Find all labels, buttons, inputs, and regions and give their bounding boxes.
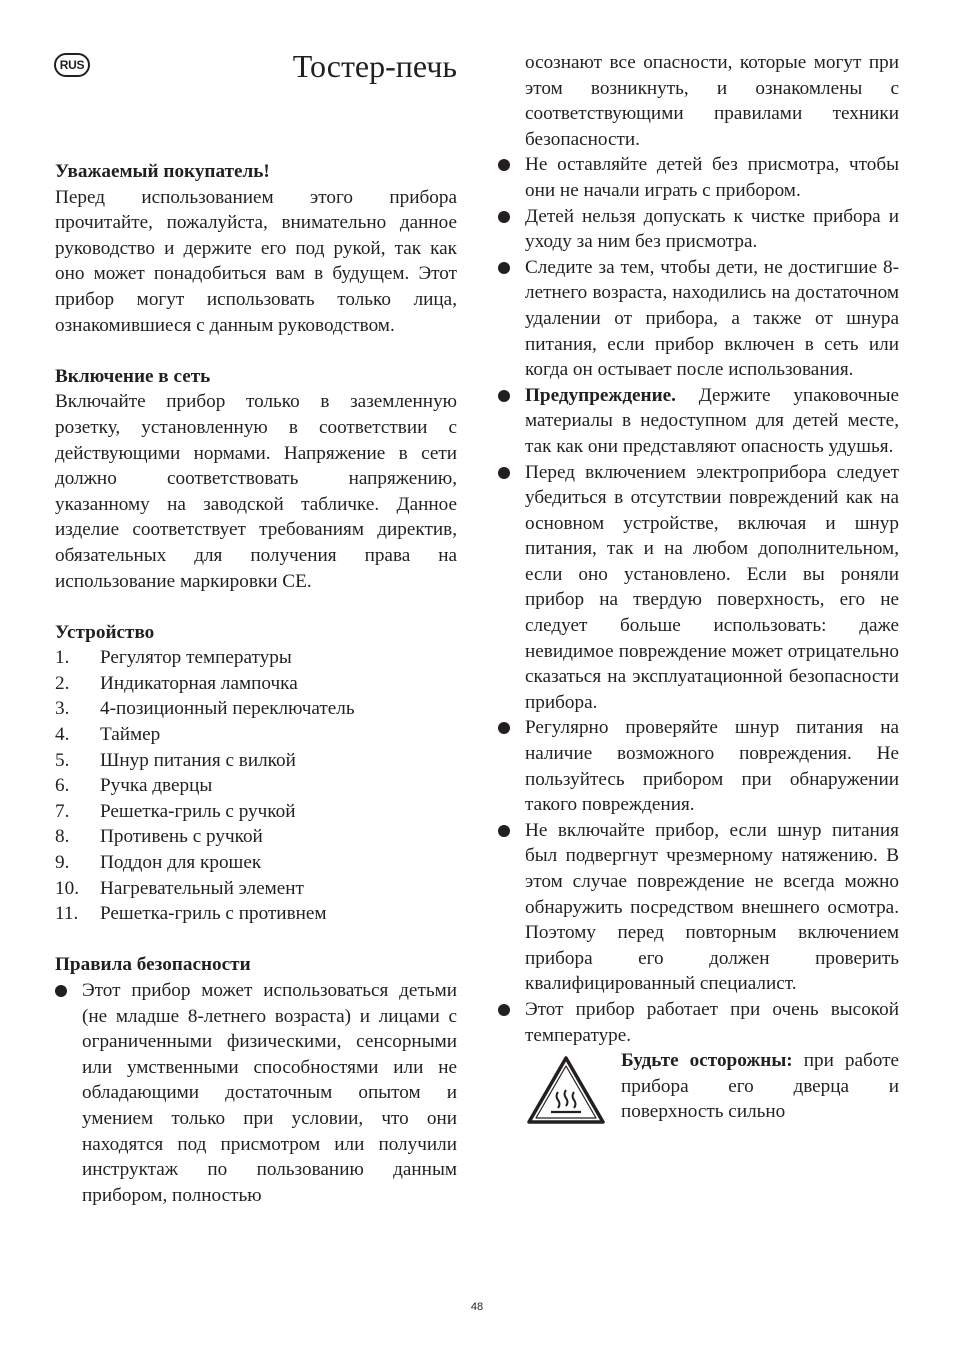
device-parts-list — [55, 645, 457, 927]
bullet-text: Перед включением электроприбора следует убедиться в отсутствии повреждений как на основном устройстве, включая и шнур питания, так и на любом дополнительном, если оно установлено. Если вы роняли прибор на твердую поверхность, его не следует больше использовать: даже невидимое повреждение может отрицательно сказаться на эксплуатационной безопасности прибора. — [525, 461, 899, 713]
list-item — [55, 722, 457, 748]
list-item-label: Решетка-гриль с противнем — [100, 903, 327, 925]
safety-bullet — [498, 255, 899, 383]
page-title: Тостер-печь — [292, 48, 457, 84]
bullet-icon — [55, 978, 82, 1004]
warning-label: Будьте осторожны: — [621, 1050, 793, 1072]
power-paragraph: Включайте прибор только в заземленную розетку, установленную в соответствии с действующими нормами. Напряжение в сети должно соответствовать напряжению, указанному на заводской табличке. Данное изделие соответствует требованиям директив, обязательных для получения права на использование маркировки CE. — [55, 391, 457, 592]
hot-surface-warning — [498, 1048, 899, 1126]
bullet-text: Этот прибор работает при очень высокой температуре. — [525, 998, 899, 1046]
list-item — [55, 696, 457, 722]
bullet-text: Этот прибор может использоваться детьми (не младше 8-летнего возраста) и лицами с ограниченными физическими, сенсорными или умственными способностями или не обладающими достаточным опытом и умением только при условии, что они находятся под присмотром или получили инструктаж по пользованию данным прибором, полностью — [82, 980, 457, 1206]
list-item-label: Регулятор температуры — [100, 647, 292, 669]
safety-bullet — [55, 978, 457, 1208]
warning-text: при работе прибора его дверца и поверхность сильно — [621, 1050, 899, 1123]
left-column — [55, 159, 457, 1208]
bullet-text: Регулярно проверяйте шнур питания на наличие возможного повреждения. Не пользуйтесь прибором при обнаружении такого повреждения. — [525, 717, 899, 816]
list-item-label: Таймер — [100, 724, 161, 746]
bullet-text — [525, 383, 899, 460]
warning-label: Предупреждение. — [525, 384, 676, 406]
bullet-icon — [498, 204, 525, 230]
safety-bullet — [498, 383, 899, 460]
intro-heading: Уважаемый покупатель! — [55, 161, 270, 182]
safety-bullet — [498, 997, 899, 1048]
list-item-label: Противень с ручкой — [100, 826, 263, 848]
safety-bullet — [498, 818, 899, 997]
list-item-label: Решетка-гриль с ручкой — [100, 800, 296, 822]
power-heading: Включение в сеть — [55, 365, 211, 387]
list-item-label: Поддон для крошек — [100, 852, 262, 874]
list-item-label: Ручка дверцы — [100, 775, 213, 797]
list-item — [55, 799, 457, 825]
bullet-icon — [498, 997, 525, 1023]
list-item — [55, 850, 457, 876]
bullet-icon — [498, 383, 525, 409]
list-item — [55, 901, 457, 927]
bullet-icon — [498, 715, 525, 741]
list-item — [55, 773, 457, 799]
list-item-number: 10. — [55, 877, 79, 899]
list-item-number: 3. — [55, 698, 70, 720]
list-item-number: 7. — [55, 800, 70, 822]
safety-bullet — [498, 204, 899, 255]
safety-bullet — [498, 715, 899, 817]
list-item-label: Шнур питания с вилкой — [100, 749, 296, 771]
right-column — [498, 50, 899, 1126]
list-item-label: 4-позиционный переключатель — [100, 698, 355, 720]
continued-paragraph: осознают все опасности, которые могут при этом возникнуть, и ознакомлены с соответствующими правилами техники безопасности. — [525, 52, 899, 150]
bullet-text: Детей нельзя допускать к чистке прибора и уходу за ним без присмотра. — [525, 205, 899, 253]
bullet-icon — [498, 818, 525, 844]
warning-text: Держите упаковочные материалы в недоступном для детей месте, так как они представляют опасность удушья. — [525, 384, 899, 457]
list-item-number: 2. — [55, 672, 70, 694]
intro-paragraph: Перед использованием этого прибора прочитайте, пожалуйста, внимательно данное руководство и держите его под рукой, так как оно может понадобиться вам в будущем. Этот прибор могут использовать только лица, ознакомившиеся с данным руководством. — [55, 186, 457, 336]
bullet-text: Не оставляйте детей без присмотра, чтобы они не начали играть с прибором. — [525, 154, 899, 201]
list-item — [55, 645, 457, 671]
list-item — [55, 671, 457, 697]
safety-heading: Правила безопасности — [55, 954, 251, 976]
list-item-number: 8. — [55, 826, 70, 848]
list-item — [55, 876, 457, 902]
language-badge: RUS — [54, 53, 90, 77]
list-item-number: 6. — [55, 775, 70, 797]
list-item-number: 5. — [55, 749, 70, 771]
hot-surface-icon — [525, 1054, 607, 1126]
bullet-text: Следите за тем, чтобы дети, не достигшие 8-летнего возраста, находились на достаточном удалении от прибора, а также от шнура питания, если прибор включен в сеть или когда он остывает после использования. — [525, 256, 899, 381]
bullet-text: Не включайте прибор, если шнур питания был подвергнут чрезмерному натяжению. В этом случае повреждение не всегда можно обнаружить посредством внешнего осмотра. Поэтому перед повторным включением прибора его должен проверить квалифицированный специалист. — [525, 819, 899, 995]
safety-bullet — [498, 460, 899, 716]
list-item-number: 1. — [55, 647, 70, 669]
page-number: 48 — [470, 1301, 484, 1313]
list-item-label: Нагревательный элемент — [100, 877, 304, 899]
list-item — [55, 748, 457, 774]
list-item-number: 4. — [55, 724, 70, 746]
list-item — [55, 824, 457, 850]
list-item-number: 11. — [55, 903, 79, 925]
safety-bullet — [498, 152, 899, 203]
list-item-number: 9. — [55, 852, 70, 874]
warning-paragraph — [621, 1048, 899, 1125]
bullet-icon — [498, 152, 525, 178]
bullet-icon — [498, 460, 525, 486]
device-heading: Устройство — [55, 621, 155, 643]
list-item-label: Индикаторная лампочка — [100, 672, 298, 694]
bullet-icon — [498, 255, 525, 281]
